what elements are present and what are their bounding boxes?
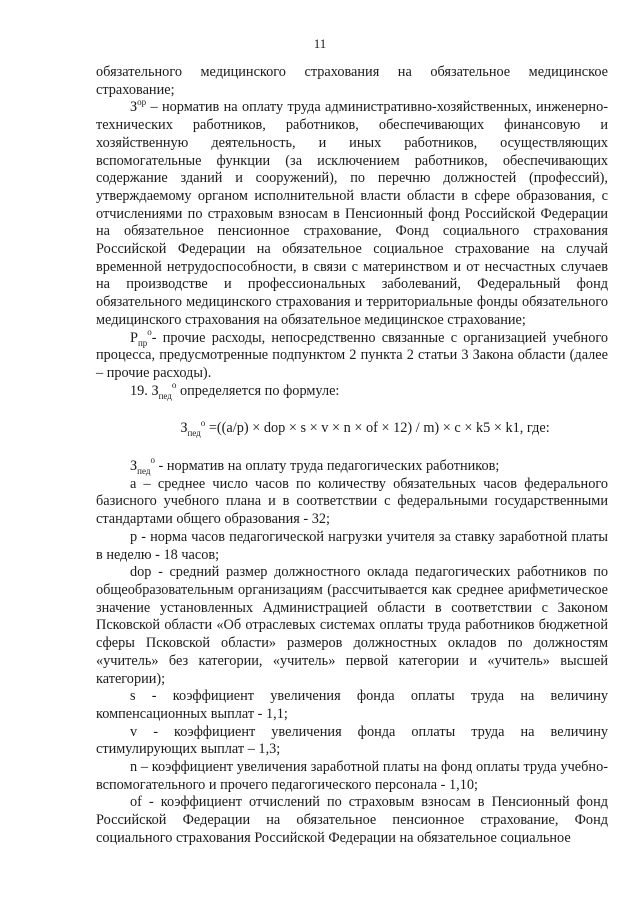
paragraph-1: обязательного медицинского страхования на обязательное медицинское страхование; bbox=[96, 64, 608, 98]
definition-n: n – коэффициент увеличения заработной платы на фонд оплаты труда учебно-вспомогательного и прочего педагогического персонала - 1,10; bbox=[96, 759, 608, 793]
definition-s: s - коэффициент увеличения фонда оплаты труда на величину компенсационных выплат - 1,1; bbox=[96, 688, 608, 722]
symbol-zped: $З_{пед}^о$ bbox=[130, 455, 155, 476]
definition-a: а – среднее число часов по количеству обязательных часов федерального базисного учебного плана и в соответствии с федеральными государственными стандартами общего образования - 32; bbox=[96, 475, 608, 528]
definition-of: of - коэффициент отчислений по страховым взносам в Пенсионный фонд Российской Федерации на обязательное пенсионное страхование, Фонд социального страхования Российской Федерации на обязательное социальное bbox=[96, 794, 608, 846]
paragraph-zor: $З^{ор}$ – норматив на оплату труда административно-хозяйственных, инженерно-технических работников, работников, обеспечивающих финансовую и хозяйственную деятельность, и иных работников, осуществляющих вспомогательные функции (за исключением работников, обеспечивающих содержание зданий и сооружений), по перечню должностей (профессий), утверждаемому органом исполнительной власти области в сфере образования, с отчислениями по страховым взносам в Пенсионный фонд Российской Федерации на обязательное пенсионное страхование, Фонд социального страхования Российской Федерации на обязательное социальное страхование на случай временной нетрудоспособности, в связи с материнством и от несчастных случаев на производстве и профессиональных заболеваний, Федеральный фонд обязательного медицинского страхования и территориальные фонды обязательного медицинского страхования на обязательное медицинское страхование; bbox=[96, 96, 608, 328]
paragraph-rpr: $Р_{пр}^о-$ прочие расходы, непосредственно связанные с организацией учебного процесса, предусмотренные подпунктом 2 пункта 2 статьи 3 Закона области (далее – прочие расходы). bbox=[96, 326, 608, 381]
symbol-zped-heading: 19. $З_{пед}^о$ bbox=[130, 379, 177, 401]
formula bbox=[96, 417, 608, 439]
page-number: 11 bbox=[313, 36, 327, 51]
definition-zped: $З_{пед}^о$ - норматив на оплату труда педагогических работников; bbox=[130, 455, 500, 476]
formula-symbol: $З_{пед}^о$ bbox=[180, 417, 206, 439]
document-body bbox=[96, 64, 608, 848]
definition-dop: dop - средний размер должностного оклада педагогических работников по общеобразовательным организациям (рассчитывается как среднее арифметическое значение установленных Администрацией области в соответствии с Законом Псковской области «Об отраслевых системах оплаты труда работников бюджетной сферы Псковской области» размеров должностных окладов по должностям «учитель» без категории, «учитель» первой категории и «учитель» высшей категории); bbox=[96, 564, 608, 687]
symbol-rpr: $Р_{пр}^о$ bbox=[130, 326, 152, 348]
paragraph-19: 19. $З_{пед}^о$ определяется по формуле: bbox=[130, 379, 340, 401]
definition-p: р - норма часов педагогической нагрузки учителя за ставку заработной платы в неделю - 18 часов; bbox=[96, 528, 608, 563]
definition-v: v - коэффициент увеличения фонда оплаты труда на величину стимулирующих выплат – 1,3; bbox=[96, 723, 608, 758]
formula-expression: =((a/p) × dop × s × v × n × of × 12) / m) × c × k5 × k1, где: bbox=[205, 420, 550, 437]
symbol-zor: $З^{ор}$ bbox=[130, 96, 147, 116]
